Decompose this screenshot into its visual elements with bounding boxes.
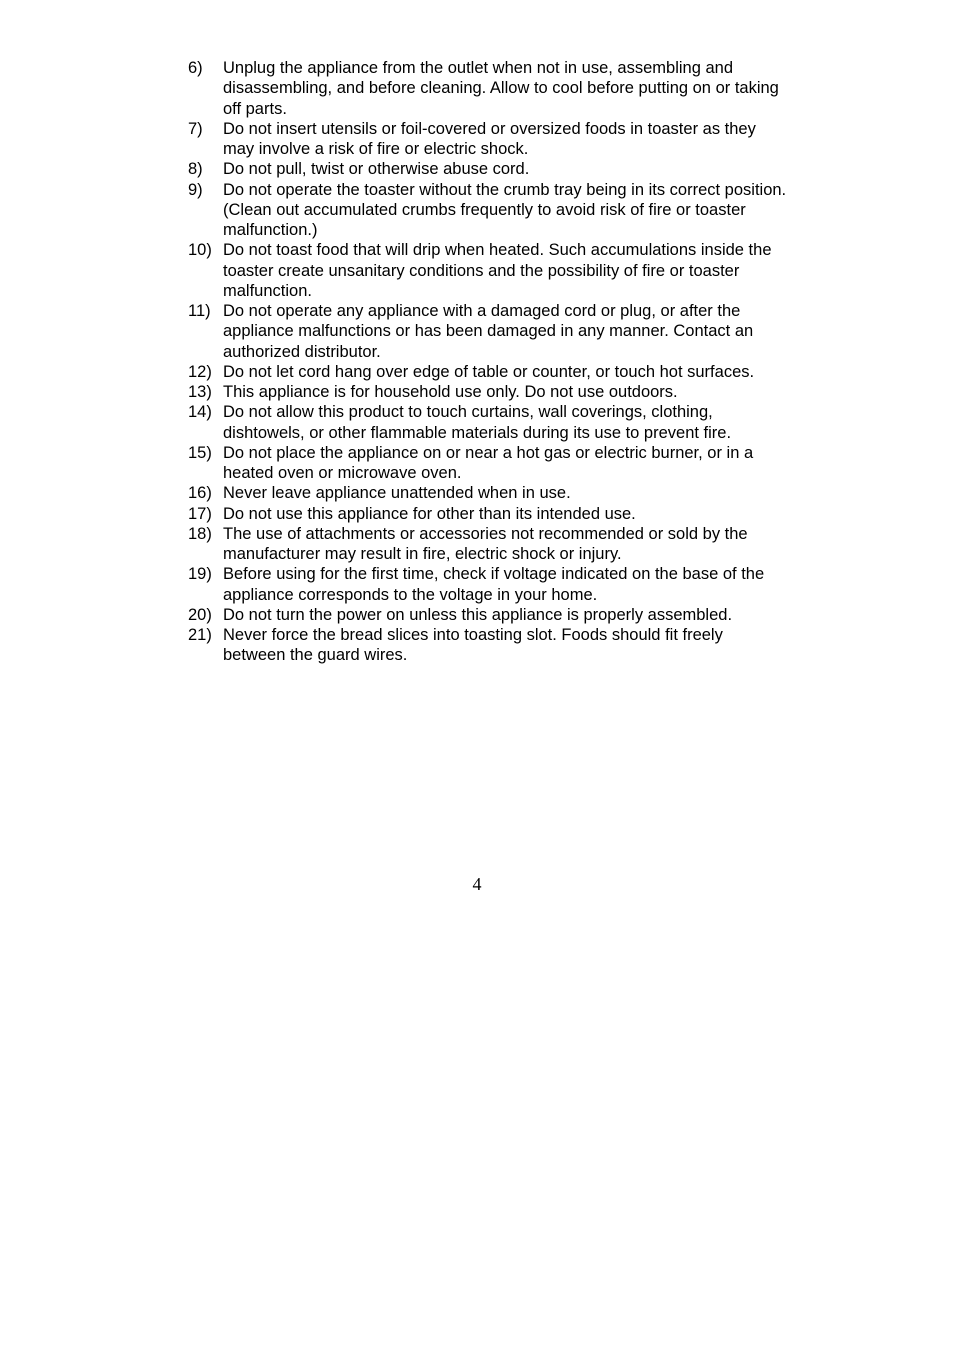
list-item: [188, 524, 788, 565]
list-item: [188, 159, 788, 179]
list-item: [188, 402, 788, 443]
item-text: Do not use this appliance for other than its intended use.: [223, 504, 636, 523]
item-number: 15): [188, 443, 212, 462]
item-text: Never force the bread slices into toasting slot. Foods should fit freely between the guard wires.: [223, 626, 723, 665]
item-number: 8): [188, 160, 203, 179]
list-item: [188, 58, 788, 119]
list-item: [188, 362, 788, 382]
list-item: [188, 382, 788, 402]
item-text: Do not pull, twist or otherwise abuse cord.: [223, 160, 530, 179]
page-number: 4: [472, 874, 482, 894]
item-number: 12): [188, 362, 212, 381]
item-number: 13): [188, 383, 212, 401]
item-text: Do not allow this product to touch curtains, wall coverings, clothing, dishtowels, or other flammable materials during its use to prevent fire.: [223, 403, 732, 442]
item-text: Unplug the appliance from the outlet when not in use, assembling and disassembling, and before cleaning. Allow to cool before putting on or taking off parts.: [223, 59, 779, 118]
item-number: 17): [188, 504, 212, 523]
item-number: 19): [188, 565, 212, 584]
item-text: Do not turn the power on unless this appliance is properly assembled.: [223, 605, 733, 624]
list-item: [188, 564, 788, 605]
item-number: 16): [188, 484, 212, 503]
item-text: Do not place the appliance on or near a hot gas or electric burner, or in a heated oven or microwave oven.: [223, 443, 754, 482]
item-text: Do not operate the toaster without the crumb tray being in its correct position. (Clean out accumulated crumbs frequently to avoid risk of fire or toaster malfunction.): [223, 180, 787, 239]
item-number: 7): [188, 119, 203, 138]
list-item: [188, 605, 788, 625]
list-item: [188, 180, 788, 241]
list-item: [188, 504, 788, 524]
item-text: Do not let cord hang over edge of table or counter, or touch hot surfaces.: [223, 362, 755, 381]
list-item: [188, 443, 788, 484]
item-number: 11): [188, 302, 211, 320]
item-number: 9): [188, 180, 203, 199]
item-number: 18): [188, 524, 212, 543]
list-item: [188, 240, 788, 301]
item-text: Do not operate any appliance with a damaged cord or plug, or after the appliance malfunctions or has been damaged in any manner. Contact an authorized distributor.: [223, 302, 754, 361]
item-number: 21): [188, 626, 212, 644]
list-item: [188, 483, 788, 503]
list-item: [188, 119, 788, 160]
list-item: [188, 301, 788, 362]
list-item: [188, 625, 788, 666]
item-text: Never leave appliance unattended when in use.: [223, 484, 571, 503]
item-text: Do not toast food that will drip when heated. Such accumulations inside the toaster create unsanitary conditions and the possibility of fire or toaster malfunction.: [223, 241, 772, 300]
item-text: The use of attachments or accessories not recommended or sold by the manufacturer may result in fire, electric shock or injury.: [223, 524, 748, 563]
item-number: 20): [188, 605, 212, 624]
item-number: 6): [188, 59, 203, 77]
item-text: Do not insert utensils or foil-covered or oversized foods in toaster as they may involve a risk of fire or electric shock.: [223, 119, 756, 158]
item-number: 10): [188, 241, 212, 260]
item-number: 14): [188, 403, 212, 422]
item-text: This appliance is for household use only. Do not use outdoors.: [223, 383, 678, 401]
item-text: Before using for the first time, check if voltage indicated on the base of the appliance corresponds to the voltage in your home.: [223, 565, 765, 604]
safety-instructions-list: [188, 58, 788, 666]
